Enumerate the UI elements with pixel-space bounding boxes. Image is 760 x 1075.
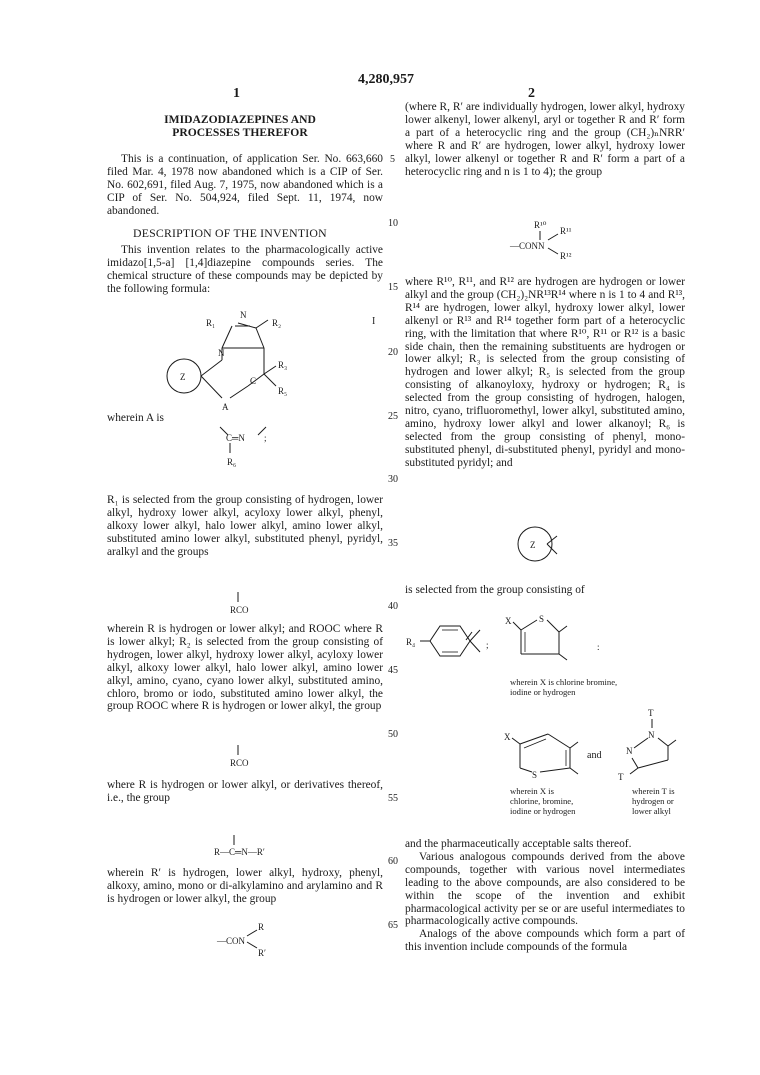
z-ring-structure	[515, 522, 565, 568]
right-paragraph-2	[405, 276, 685, 470]
chem-r10: R¹⁰	[534, 220, 547, 230]
chem-r5: R₅	[278, 386, 288, 396]
selected-text: is selected from the group consisting of	[405, 584, 585, 596]
chem-semicolon-1: ;	[264, 433, 267, 443]
line-number-30: 30	[388, 474, 398, 485]
derivatives-text: where R is hydrogen or lower alkyl, or derivatives thereof, i.e., the group	[107, 779, 383, 804]
chem-con-rp: R′	[258, 948, 266, 958]
con-group	[215, 920, 295, 960]
document-title: IMIDAZODIAZEPINES AND PROCESSES THEREFOR	[164, 113, 316, 139]
derivatives-paragraph	[107, 779, 383, 805]
intro-paragraph	[107, 244, 383, 296]
chem-a: A	[222, 402, 229, 412]
chem-r3: R₃	[278, 360, 288, 370]
chem-rcnr: R—C═N—R′	[214, 847, 265, 857]
r2-text: wherein R is hydrogen or lower alkyl; and ROOC where R is lower alkyl; R₂ is selected from the group consisting of hydrogen, lower alkyl, hydroxy lower alkyl, acyloxy lower alkyl, alkoxy lower alkyl, halo lower alkyl, amino lower alkyl, amino, cyano, cyano lower alkyl, substituted amino, chloro, bromo or iodo, substituted amino lower alkyl, the group ROOC where R is hydrogen or lower alkyl, the group	[107, 623, 383, 713]
chem-rco-1: RCO	[230, 605, 249, 615]
line-number-50: 50	[388, 729, 398, 740]
chem-n-pyr-2: N	[626, 746, 633, 756]
continuation-text: This is a continuation, of application Ser. No. 663,660 filed Mar. 4, 1978 now abandoned which is a CIP of Ser. No. 602,691, filed Aug. 7, 1975, now abandoned which is a CIP of Ser. No. 504,924, filed Sept. 11, 1974, now abandoned.	[107, 153, 383, 217]
chem-r1: R₁	[206, 318, 216, 328]
chem-n-mid: N	[218, 348, 225, 358]
right-paragraph-1	[405, 101, 685, 178]
rco-group-2	[228, 743, 268, 773]
line-number-20: 20	[388, 347, 398, 358]
r1-paragraph	[107, 494, 383, 559]
pyrazole-structure	[612, 706, 682, 780]
chem-z-ring: Z	[530, 540, 536, 550]
formula-label: I	[372, 316, 376, 327]
chem-semicolon-2: ;	[486, 640, 489, 650]
line-number-40: 40	[388, 601, 398, 612]
chem-x-2: X	[504, 732, 511, 742]
caption-1: wherein X is chlorine bromine, iodine or hydrogen	[510, 677, 618, 697]
conn-group	[508, 218, 598, 264]
chem-r6: R₆	[227, 457, 237, 467]
r1-text: R₁ is selected from the group consisting of hydrogen, lower alkyl, hydroxy lower alkyl, acyloxy lower alkyl, phenyl, alkoxy lower alkyl, halo lower alkyl, amino lower alkyl, substituted amino lower alkyl, substituted phenyl, pyridyl, aralkyl and the groups	[107, 494, 383, 558]
section-heading: DESCRIPTION OF THE INVENTION	[133, 226, 327, 240]
caption-3: wherein T is hydrogen or lower alkyl	[632, 786, 675, 816]
chem-t-bottom: T	[618, 772, 624, 782]
r-prime-text: wherein R′ is hydrogen, lower alkyl, hydroxy, phenyl, alkoxy, amino, mono or di-alkylamino and arylamino and R is hydrogen or lower alkyl, the group	[107, 867, 383, 905]
rco-group-1	[228, 590, 268, 620]
and-word: and	[587, 750, 602, 761]
thiophene-structure-1	[505, 612, 605, 666]
line-number-10: 10	[388, 218, 398, 229]
c-eq-n-group	[218, 425, 278, 469]
right-text-2: where R¹⁰, R¹¹, and R¹² are hydrogen are hydrogen or lower alkyl and the group (CH₂)₂NR¹³R¹⁴ where n is 1 to 4 and R¹³, R¹⁴ are hydrogen, lower alkyl, hydroxy lower alkyl, lower alkenyl or R¹³ and R¹⁴ together form part of a heterocyclic ring, with the limitation that where R¹⁰, R¹¹ or R¹² is a basic side chain, then the remaining substituents are hydrogen or lower alkyl; R₃ is selected from the group consisting of hydrogen and lower alkyl; R₅ is selected from the group consisting of alkanoyloxy, hydroxy or hydrogen; R₄ is selected from the group consisting of hydrogen, halogen, nitro, cyano, trifluoromethyl, lower alkyl, substituted amino, amino, hydroxy lower alkyl and lower alkanoyl; R₆ is selected from the group consisting of phenyl, mono-substituted phenyl, di-substituted phenyl, pyridyl and mono-substituted pyridyl; and	[405, 276, 685, 469]
right-text-5: Analogs of the above compounds which form a part of this invention include compounds of the formula	[405, 928, 685, 954]
chem-n-top: N	[240, 310, 247, 320]
right-text-1: (where R, R′ are individually hydrogen, lower alkyl, hydroxy lower alkenyl, lower alkenyl, aryl or together R and R′ form a part of a heterocyclic ring and the group (CH₂)ₙNRR′ where R and R′ are hydrogen, lower alkyl, hydroxy lower alkyl, lower alkenyl or together R and R′ form a part of a heterocyclic ring and n is 1 to 4); the group	[405, 101, 685, 178]
line-number-60: 60	[388, 856, 398, 867]
page-number-right: 2	[528, 86, 535, 101]
line-number-65: 65	[388, 920, 398, 931]
chem-t-top: T	[648, 708, 654, 718]
rcnr-group	[212, 833, 302, 861]
chem-c-eq-n: C═N	[226, 433, 245, 443]
line-number-25: 25	[388, 411, 398, 422]
chem-s-2: S	[532, 770, 538, 780]
caption-2: wherein X is chlorine, bromine, iodine or hydrogen	[510, 786, 576, 816]
chem-r12: R¹²	[560, 251, 572, 261]
chem-x-1: X	[505, 616, 512, 626]
benzene-structure	[404, 618, 494, 664]
chem-c: C	[250, 376, 257, 386]
right-text-3: and the pharmaceutically acceptable salts thereof.	[405, 838, 632, 850]
line-number-35: 35	[388, 538, 398, 549]
wherein-a: wherein A is	[107, 412, 164, 424]
line-number-5: 5	[390, 154, 395, 165]
intro-text: This invention relates to the pharmacologically active imidazo[1,5-a] [1,4]diazepine compounds series. The chemical structure of these compounds may be depicted by the following formula:	[107, 244, 383, 295]
chem-n-pyr-1: N	[648, 730, 655, 740]
chem-con: —CON	[217, 936, 246, 946]
chem-colon: :	[597, 642, 600, 652]
chem-con-r: R	[258, 922, 265, 932]
line-number-55: 55	[388, 793, 398, 804]
right-paragraph-3	[405, 838, 685, 954]
r-prime-paragraph	[107, 867, 383, 906]
continuation-paragraph	[107, 153, 383, 218]
chem-r2: R₂	[272, 318, 282, 328]
r2-paragraph	[107, 623, 383, 713]
chem-rco-2: RCO	[230, 758, 249, 768]
line-number-45: 45	[388, 665, 398, 676]
patent-number: 4,280,957	[358, 72, 414, 87]
chem-z: Z	[180, 372, 186, 382]
line-number-15: 15	[388, 282, 398, 293]
chem-r11: R¹¹	[560, 226, 572, 236]
right-text-4: Various analogous compounds derived from the above compounds, together with various novel intermediates leading to the above compounds, are also considered to be within the scope of the invention and exhibit pharmacological activity per se or are useful intermediates to pharmacologically active compounds.	[405, 850, 685, 928]
formula-i-structure	[160, 308, 310, 412]
thiophene-structure-2	[504, 728, 584, 788]
chem-conn: —CONN	[510, 241, 545, 251]
chem-s-1: S	[539, 614, 545, 624]
chem-r4: R₄	[406, 637, 416, 647]
page-number-left: 1	[233, 86, 240, 101]
